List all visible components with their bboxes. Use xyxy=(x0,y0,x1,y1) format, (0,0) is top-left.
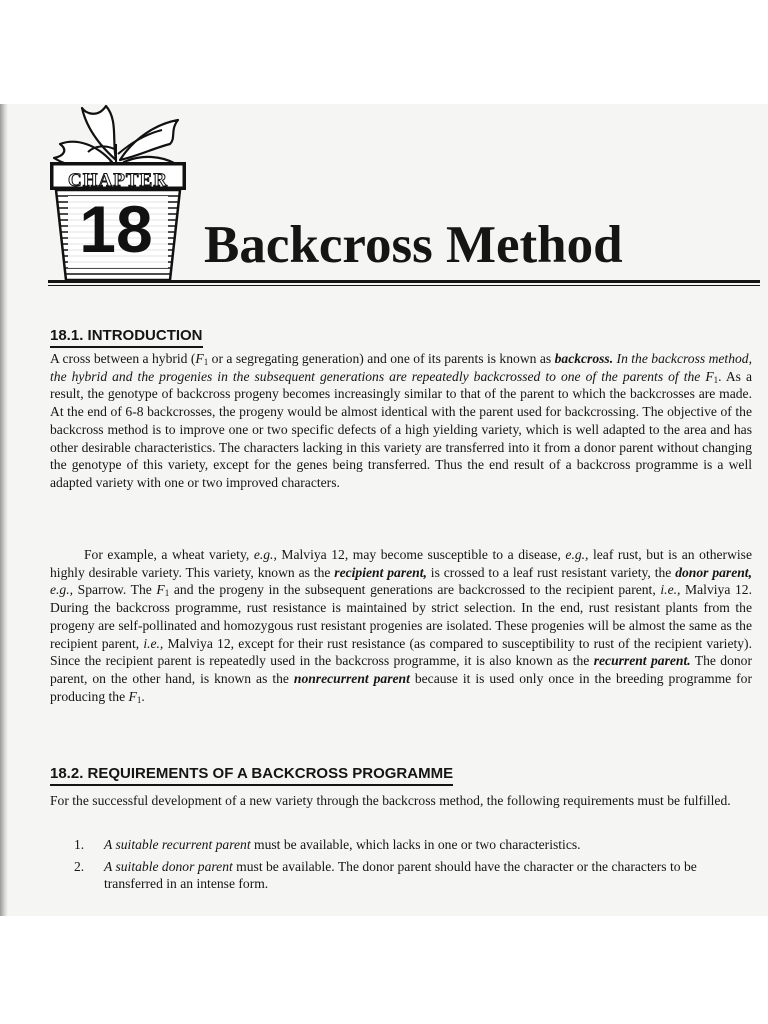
requirements-intro: For the successful development of a new variety through the backcross method, the following requirements must be fulfilled. xyxy=(50,793,731,808)
page-spine-shadow xyxy=(0,104,8,916)
section-heading-text: 18.1. INTRODUCTION xyxy=(50,327,203,344)
term-recipient-parent: recipient parent, xyxy=(334,564,427,580)
section-heading-introduction xyxy=(50,326,203,346)
chapter-badge xyxy=(46,104,190,284)
term-recurrent-parent: recurrent parent. xyxy=(593,653,691,669)
intro-paragraph-2: For example, a wheat variety, e.g., Malviya 12, may become susceptible to a disease, e.g., leaf rust, but is an otherwise highly desirable variety. This variety, known as the recipient parent, is crossed to a leaf rust resistant variety, the donor parent, e.g., Sparrow. The $F_1$ and the progeny in the subsequent generations are backcrossed to the recipient parent, i.e., Malviya 12. During the backcross programme, rust resistance is maintained by strict selection. In the end, rust resistant plants from the progeny are self-pollinated and homozygous rust resistant progenies are isolated. These progenies will be almost the same as the recipient parent, i.e., Malviya 12, except for their rust resistance (as compared to susceptibility to rust of the recipient variety). Since the recipient parent is repeatedly used in the backcross programme, it is also known as the recurrent parent. The donor parent, on the other hand, is known as the nonrecurrent parent because it is used only once in the breeding programme for producing the $F_1$. xyxy=(50,547,752,705)
term-donor-parent: donor parent, xyxy=(675,564,752,580)
definition-text: In the backcross method, the hybrid and the progenies in the subsequent generations are repeatedly backcrossed to one of the parents of the xyxy=(50,351,752,384)
term-nonrecurrent-parent: nonrecurrent parent xyxy=(293,670,410,686)
chapter-title: Backcross Method xyxy=(204,216,623,274)
requirements-list xyxy=(50,836,752,897)
book-page xyxy=(0,104,768,916)
heading-underline xyxy=(50,784,453,786)
list-item: 2. A suitable donor parent must be available. The donor parent should have the character or the characters to be transferred in an intense form. xyxy=(74,858,697,892)
title-rule-thin xyxy=(48,285,760,286)
intro-paragraph-1: A cross between a hybrid ($F_1$ or a segregating generation) and one of its parents is known as backcross. In the backcross method, the hybrid and the progenies in the subsequent generations are repeatedly backcrossed to one of the parents of the $F_1$. As a result, the genotype of backcross progeny becomes increasingly similar to that of the parent to which the backcrosses are made. At the end of 6-8 backcrosses, the progeny would be almost identical with the parent used for backcrossing. The objective of the backcross method is to improve one or two specific defects of a high yielding variety, which is well adapted to the area and has other desirable characteristics. The characters lacking in this variety are transferred into it from a donor parent without changing the genotype of this variety, except for the genes being transferred. Thus the end result of a backcross programme is a well adapted variety with one or two improved characters. xyxy=(50,351,753,490)
term-backcross: backcross. xyxy=(554,351,614,366)
title-rule xyxy=(48,280,760,283)
chapter-number: 18 xyxy=(79,192,153,266)
section-heading-requirements xyxy=(50,764,453,784)
chapter-label: CHAPTER xyxy=(68,170,168,191)
heading-underline xyxy=(50,346,203,348)
section-heading-text: 18.2. REQUIREMENTS OF A BACKCROSS PROGRAMME xyxy=(50,765,454,782)
list-item: 1. A suitable recurrent parent must be available, which lacks in one or two characteristics. xyxy=(74,837,581,852)
